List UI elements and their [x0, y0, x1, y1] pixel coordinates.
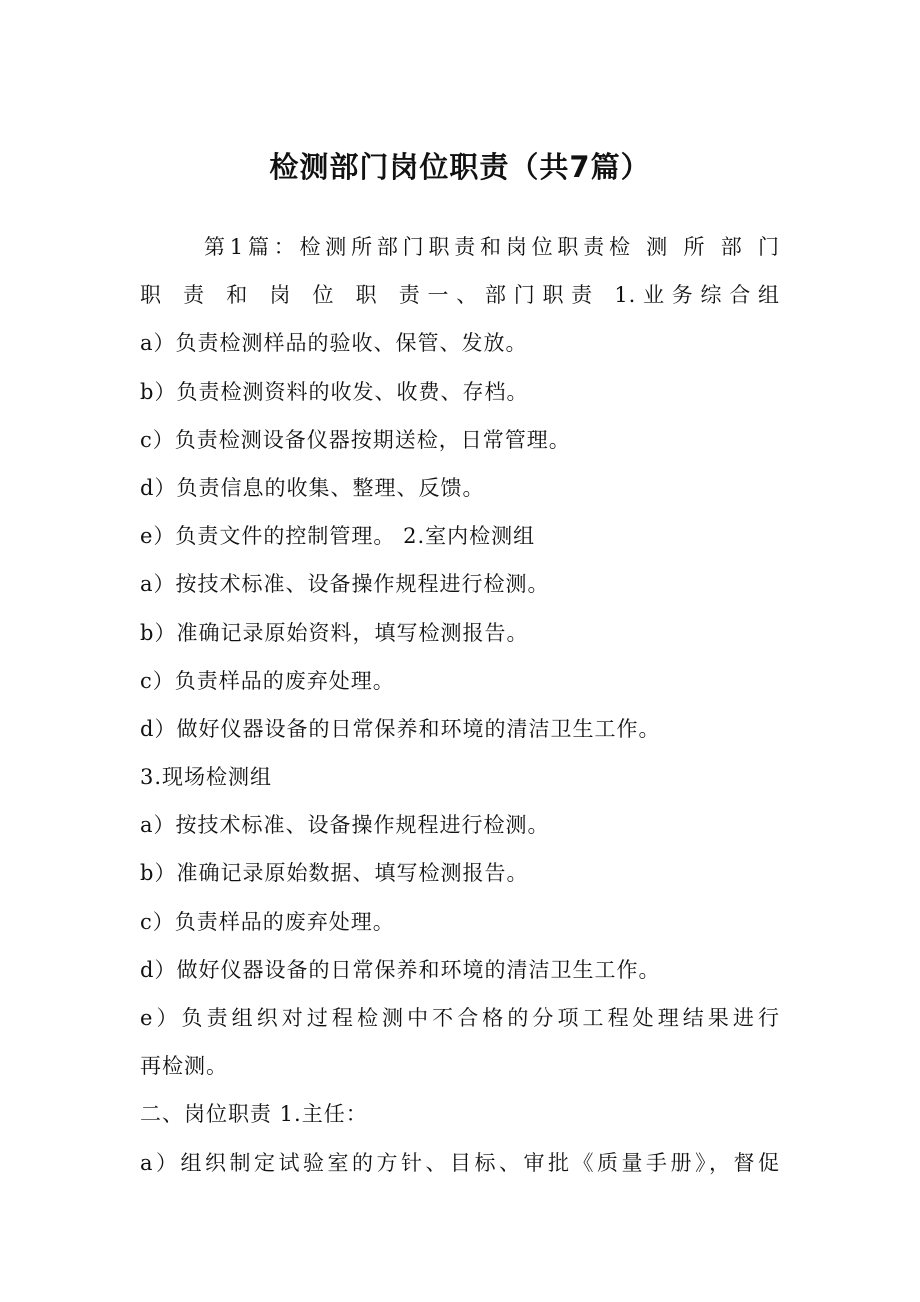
list-item: a）负责检测样品的验收、保管、发放。 — [140, 331, 528, 356]
list-item-continuation: 再检测。 — [140, 1054, 228, 1079]
document-title: 检测部门岗位职责（共7篇） — [269, 150, 651, 184]
list-item: e）负责文件的控制管理。 2.室内检测组 — [140, 524, 536, 549]
list-item: c）负责检测设备仪器按期送检，日常管理。 — [140, 427, 571, 452]
list-item: c）负责样品的废弃处理。 — [140, 668, 395, 693]
section-heading: 3.现场检测组 — [140, 765, 273, 790]
list-item: a）按技术标准、设备操作规程进行检测。 — [140, 813, 550, 838]
list-item: d）负责信息的收集、整理、反馈。 — [140, 475, 485, 500]
list-item: d）做好仪器设备的日常保养和环境的清洁卫生工作。 — [140, 716, 661, 741]
paragraph-line: 第1篇：检测所部门职责和岗位职责检 测 所 部 门 — [204, 235, 780, 259]
list-item: a）按技术标准、设备操作规程进行检测。 — [140, 572, 550, 597]
list-item: b）准确记录原始资料，填写检测报告。 — [140, 620, 529, 645]
list-item: d）做好仪器设备的日常保养和环境的清洁卫生工作。 — [140, 957, 661, 982]
list-item: a）组织制定试验室的方针、目标、审批《质量手册》，督促 — [140, 1150, 780, 1175]
list-item: e）负责组织对过程检测中不合格的分项工程处理结果进行 — [140, 1006, 780, 1030]
list-item: c）负责样品的废弃处理。 — [140, 909, 395, 934]
paragraph-line: 职 责 和 岗 位 职 责一、部门职责 1.业务综合组 — [140, 283, 780, 308]
list-item: b）准确记录原始数据、填写检测报告。 — [140, 861, 529, 886]
document-body — [140, 223, 780, 1187]
list-item: b）负责检测资料的收发、收费、存档。 — [140, 379, 529, 404]
section-heading: 二、岗位职责 1.主任： — [140, 1102, 368, 1127]
